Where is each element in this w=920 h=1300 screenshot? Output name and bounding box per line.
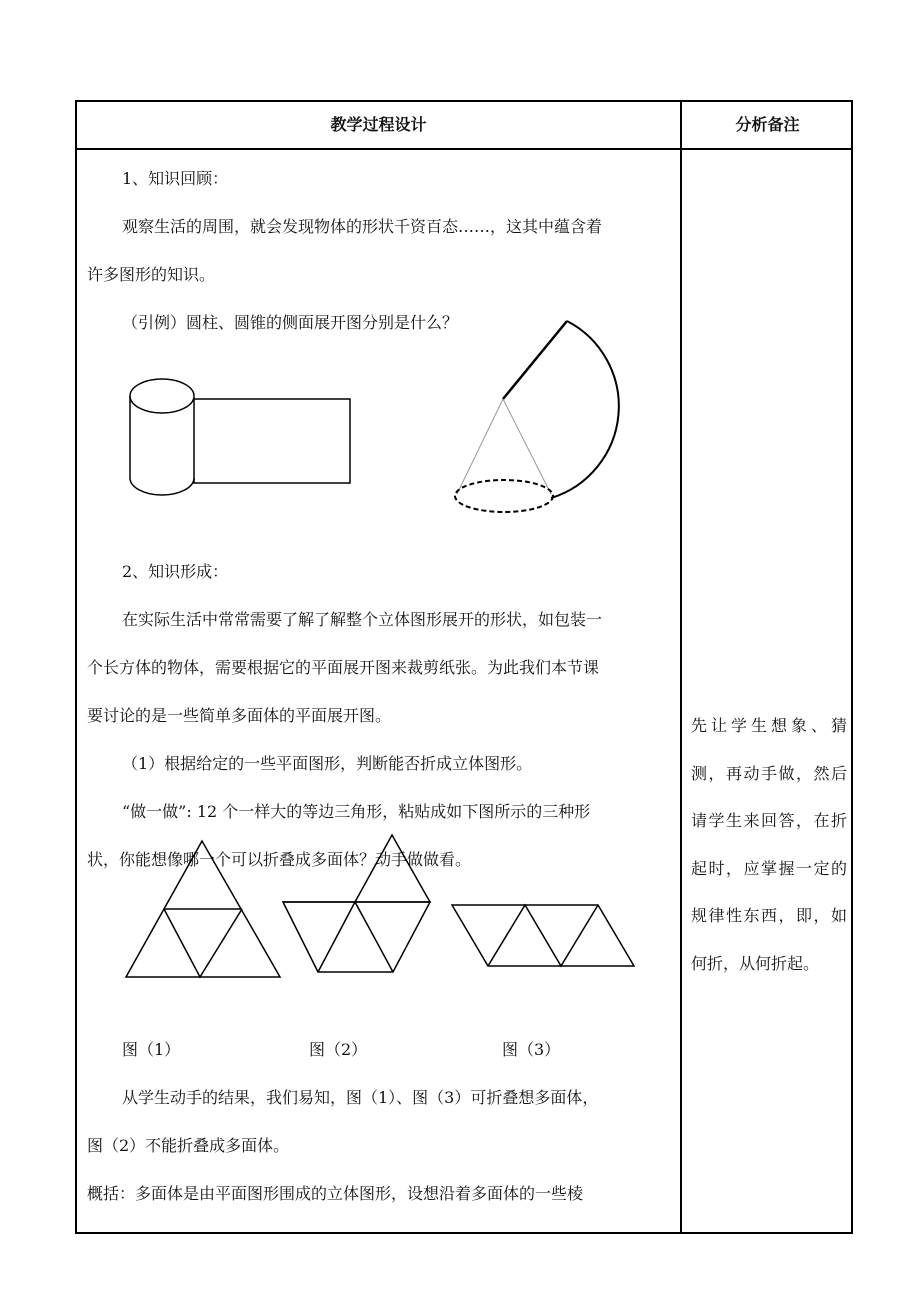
- cone-net-figure: [445, 312, 620, 522]
- section-1-title: 1、知识回顾：: [122, 169, 229, 188]
- column-divider: [680, 102, 682, 1232]
- section-2-title: 2、知识形成：: [122, 562, 229, 581]
- figure-1-triangle-net: [120, 835, 290, 985]
- paragraph-2-line-1: 在实际生活中常常需要了解了解整个立体图形展开的形状，如包装一: [122, 610, 603, 629]
- analysis-note: 先让学生想象、猜测，再动手做，然后请学生来回答，在折起时，应掌握一定的规律性东西，即，如何折，从何折起。: [691, 716, 847, 973]
- paragraph-1-line-2: 许多图形的知识。: [87, 265, 216, 284]
- sector-radius-line: [503, 321, 567, 399]
- figure-3-caption: 图（3）: [502, 1040, 561, 1059]
- cylinder-net-figure: [120, 370, 360, 505]
- activity-line-2: 状，你能想像哪一个可以折叠成多面体？动手做做看。: [87, 850, 472, 869]
- summary-line: 概括：多面体是由平面图形围成的立体图形，设想沿着多面体的一些棱: [87, 1184, 584, 1203]
- sector-arc: [551, 321, 619, 498]
- step-1: （1）根据给定的一些平面图形，判断能否折成立体图形。: [122, 754, 533, 773]
- figure-1-caption: 图（1）: [122, 1040, 181, 1059]
- paragraph-2-line-2: 个长方体的物体，需要根据它的平面展开图来裁剪纸张。为此我们本节课: [87, 658, 600, 677]
- cylinder-top-ellipse: [130, 379, 194, 413]
- paragraph-2-line-3: 要讨论的是一些简单多面体的平面展开图。: [87, 706, 392, 725]
- cylinder-lateral-rectangle: [194, 399, 350, 483]
- figure-2-caption: 图（2）: [309, 1040, 368, 1059]
- figure-2-triangle-net: [278, 830, 438, 980]
- paragraph-1-line-1: 观察生活的周围，就会发现物体的形状千资百态……，这其中蕴含着: [122, 217, 603, 236]
- result-line-1: 从学生动手的结果，我们易知，图（1）、图（3）可折叠想多面体，: [122, 1088, 599, 1107]
- header-divider: [77, 148, 851, 150]
- example-question: （引例）圆柱、圆锥的侧面展开图分别是什么？: [122, 313, 459, 332]
- figure-3-triangle-net: [448, 900, 638, 972]
- activity-line-1: “做一做”: 12 个一样大的等边三角形，粘贴成如下图所示的三种形: [122, 802, 591, 821]
- lesson-table: [75, 100, 853, 1234]
- header-analysis-notes: 分析备注: [735, 115, 800, 134]
- cone-base-ellipse: [455, 480, 553, 512]
- header-teaching-process: 教学过程设计: [330, 115, 427, 134]
- result-line-2: 图（2）不能折叠成多面体。: [87, 1136, 290, 1155]
- cylinder-bottom-arc: [130, 478, 194, 495]
